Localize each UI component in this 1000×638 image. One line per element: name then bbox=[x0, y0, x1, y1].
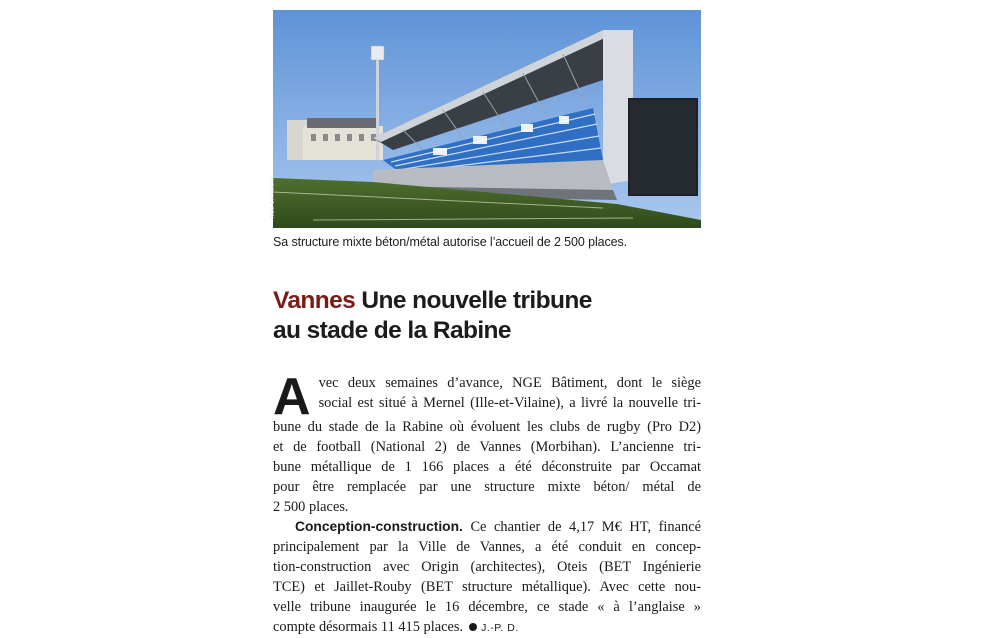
body-line: 2 500 places. bbox=[273, 499, 349, 515]
photo-credit: NGE BATIMENT bbox=[270, 174, 276, 218]
body-line: pour être remplacée par une structure mixte béton/ métal de bbox=[273, 479, 701, 495]
stadium-photo bbox=[270, 10, 701, 228]
headline-place: Vannes bbox=[273, 287, 356, 314]
stadium-illustration bbox=[273, 10, 701, 228]
drop-cap: A bbox=[273, 368, 311, 426]
subhead: Conception-construction. bbox=[295, 519, 463, 534]
end-bullet-icon bbox=[469, 623, 477, 631]
body-last-line bbox=[273, 617, 701, 638]
body-line: social est situé à Mernel (Ille-et-Vilaine), a livré la nouvelle tri- bbox=[318, 395, 701, 411]
body-line: tion-construction avec Origin (architectes), Oteis (BET Ingénierie bbox=[273, 559, 701, 575]
body-line: bune métallique de 1 166 places a été déconstruite par Occamat bbox=[273, 459, 701, 475]
body-line: TCE) et Jaillet-Rouby (BET structure métallique). Avec cette nou- bbox=[273, 579, 701, 595]
paragraph-2-first-line bbox=[273, 517, 701, 537]
body-line: velle tribune inaugurée le 16 décembre, ce stade « à l’anglaise » bbox=[273, 599, 701, 615]
headline-title-line2: au stade de la Rabine bbox=[273, 317, 511, 344]
article bbox=[270, 10, 701, 638]
photo-caption: Sa structure mixte béton/métal autorise l’accueil de 2 500 places. bbox=[273, 235, 628, 249]
headline bbox=[273, 286, 701, 346]
body-line: principalement par la Ville de Vannes, a été conduit en concep- bbox=[273, 539, 701, 555]
headline-title-line1: Une nouvelle tribune bbox=[361, 287, 592, 314]
body-text: compte désormais 11 415 places. bbox=[273, 619, 464, 635]
body-line: bune du stade de la Rabine où évoluent les clubs de rugby (Pro D2) bbox=[273, 419, 701, 435]
article-body bbox=[273, 368, 701, 638]
author-signature: J.-P. D. bbox=[481, 622, 519, 634]
body-line: vec deux semaines d’avance, NGE Bâtiment, dont le siège bbox=[318, 375, 701, 391]
body-text: Ce chantier de 4,17 M€ HT, financé bbox=[470, 519, 701, 535]
body-line: et de football (National 2) de Vannes (Morbihan). L’ancienne tri- bbox=[273, 439, 701, 455]
